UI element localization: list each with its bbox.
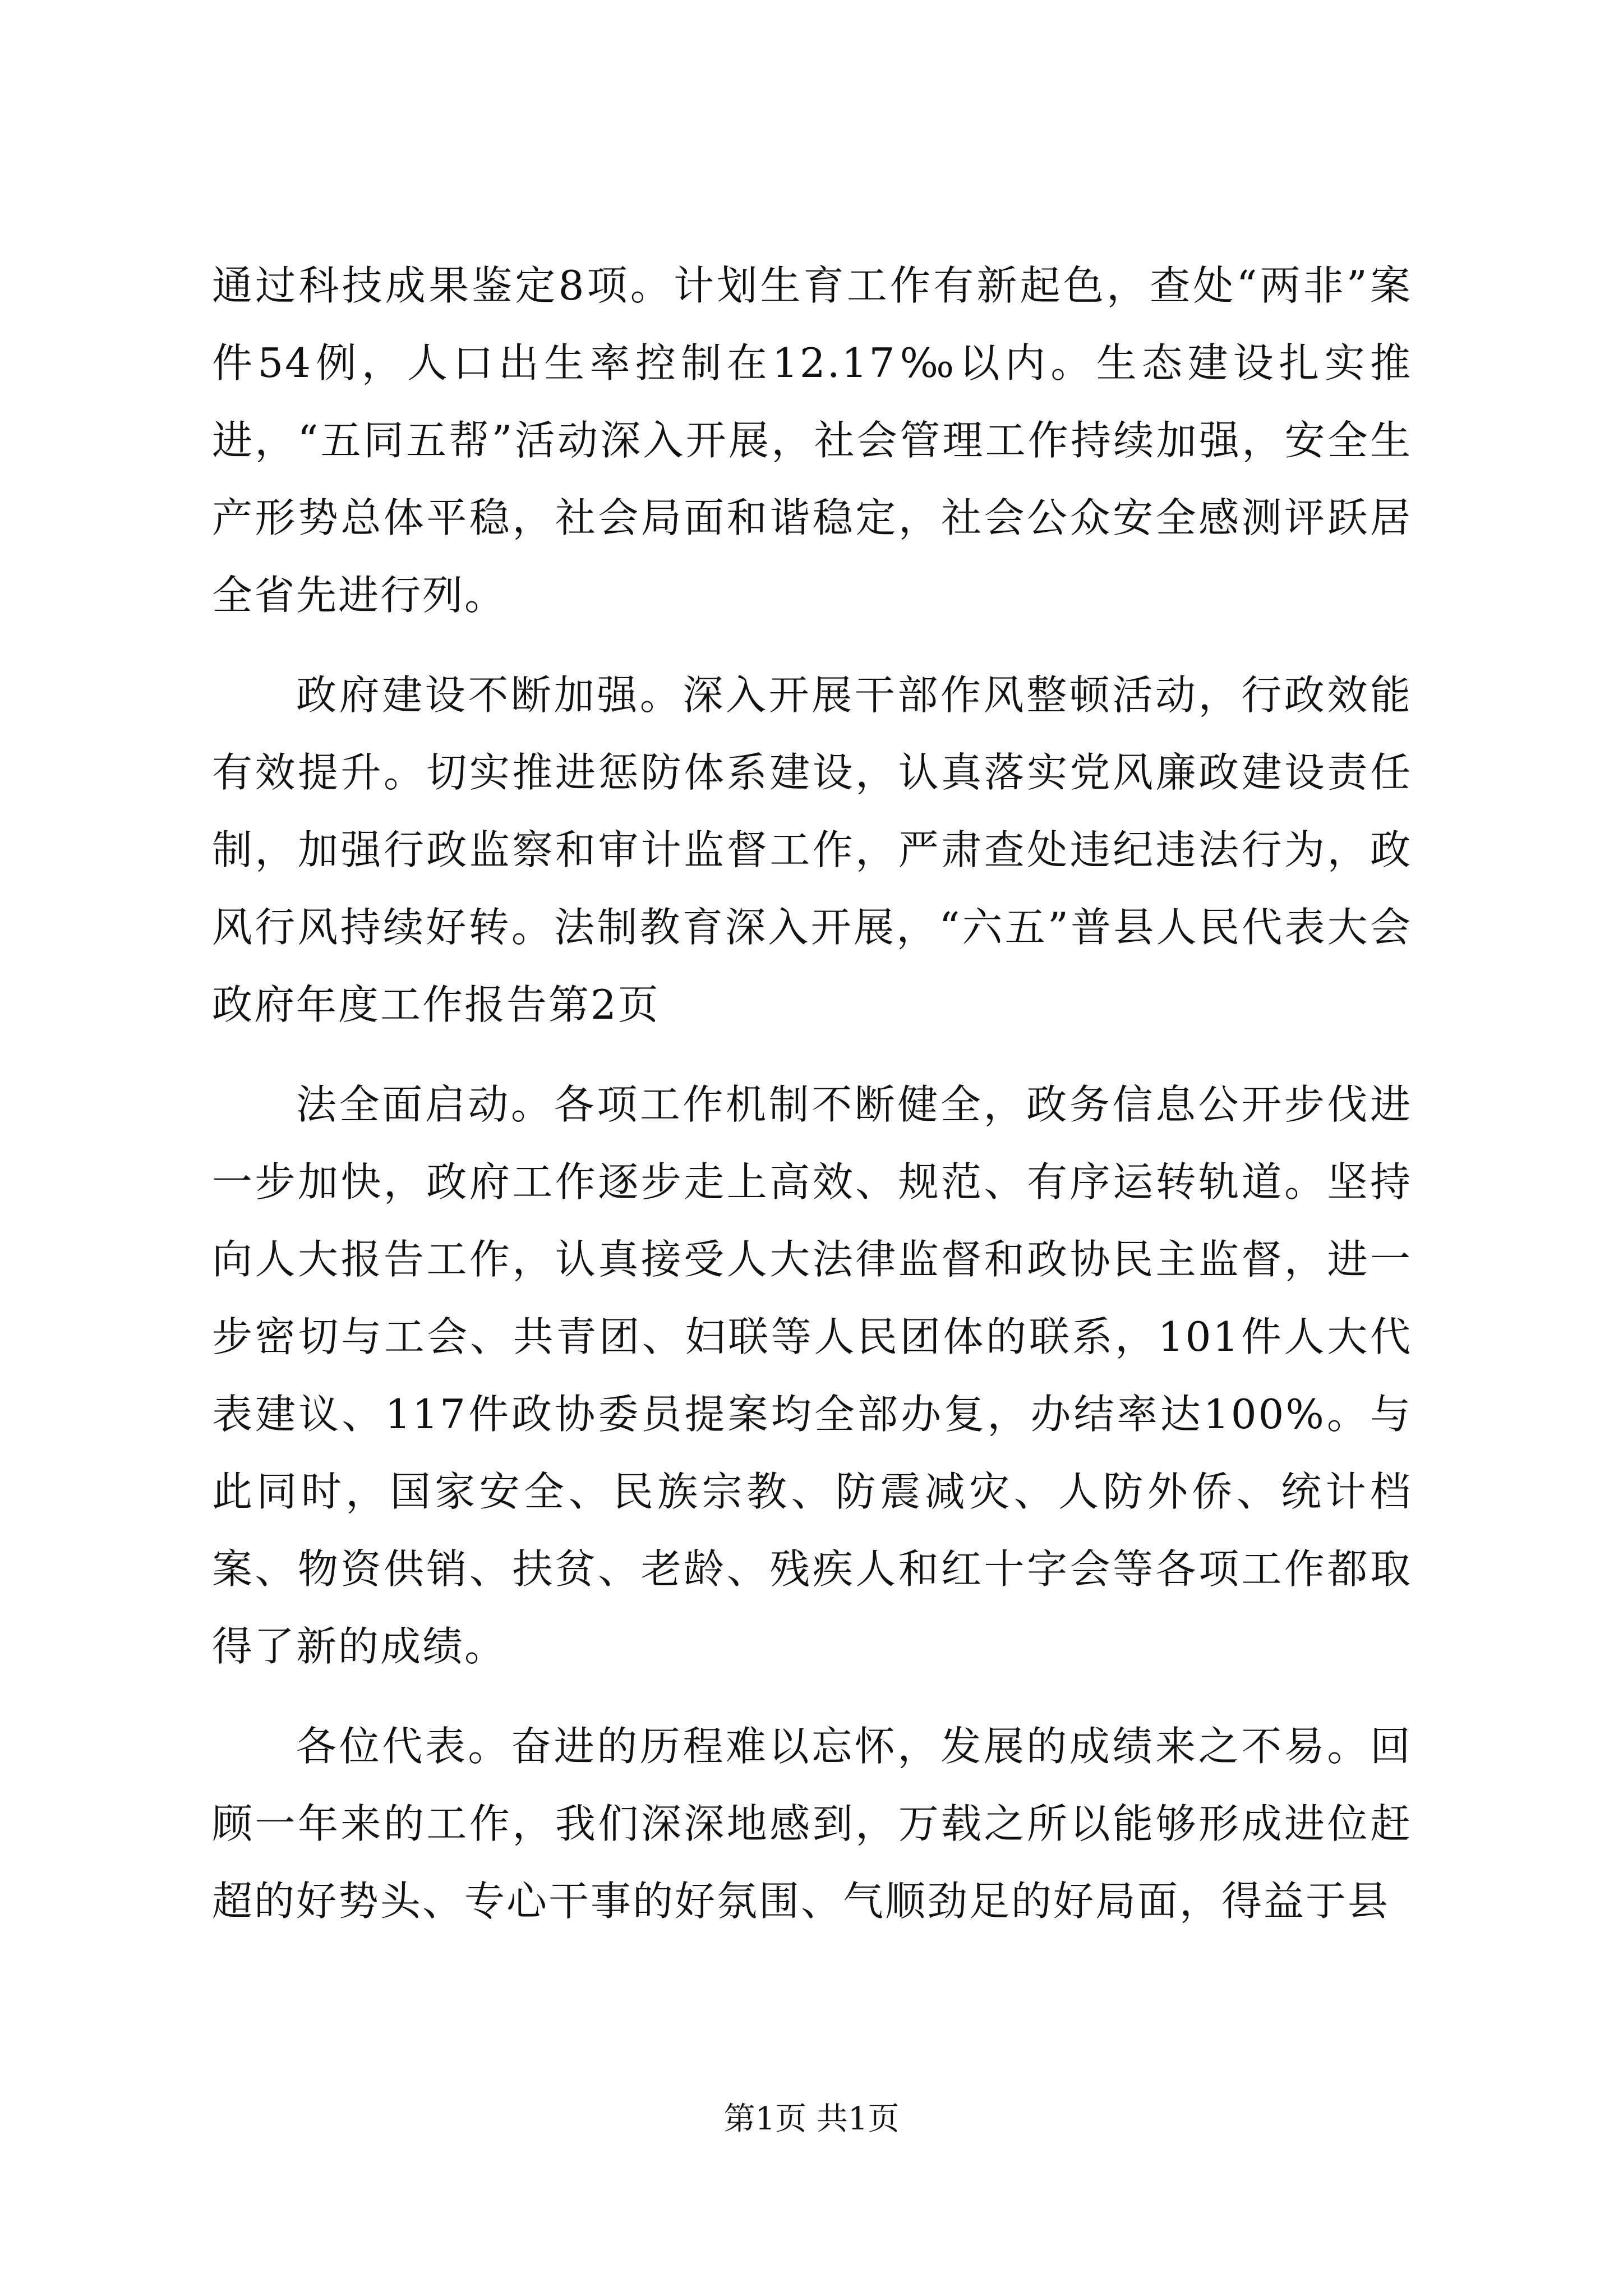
paragraph-government-building: 政府建设不断加强。深入开展干部作风整顿活动，行政效能有效提升。切实推进惩防体系建设，认真落实党风廉政建设责任制，加强行政监察和审计监督工作，严肃查处违纪违法行为，政风行风持续好转。法制教育深入开展，“六五”普县人民代表大会政府年度工作报告第2页 [212, 671, 1412, 1028]
paragraph-continuation: 通过科技成果鉴定8项。计划生育工作有新起色，查处“两非”案件54例，人口出生率控制在12.17‰以内。生态建设扎实推进，“五同五帮”活动深入开展，社会管理工作持续加强，安全生产形势总体平稳，社会局面和谐稳定，社会公众安全感测评跃居全省先进行列。 [212, 262, 1412, 619]
paragraph-representatives: 各位代表。奋进的历程难以忘怀，发展的成绩来之不易。回顾一年来的工作，我们深深地感到，万载之所以能够形成进位赶超的好势头、专心干事的好氛围、气顺劲足的好局面，得益于县 [212, 1723, 1412, 1925]
document-body [212, 247, 1412, 1940]
paragraph-legal-education: 法全面启动。各项工作机制不断健全，政务信息公开步伐进一步加快，政府工作逐步走上高效、规范、有序运转轨道。坚持向人大报告工作，认真接受人大法律监督和政协民主监督，进一步密切与工会、共青团、妇联等人民团体的联系，101件人大代表建议、117件政协委员提案均全部办复，办结率达100%。与此同时，国家安全、民族宗教、防震减灾、人防外侨、统计档案、物资供销、扶贫、老龄、残疾人和红十字会等各项工作都取得了新的成绩。 [212, 1081, 1412, 1670]
page-footer: 第1页 共1页 [723, 2101, 900, 2137]
